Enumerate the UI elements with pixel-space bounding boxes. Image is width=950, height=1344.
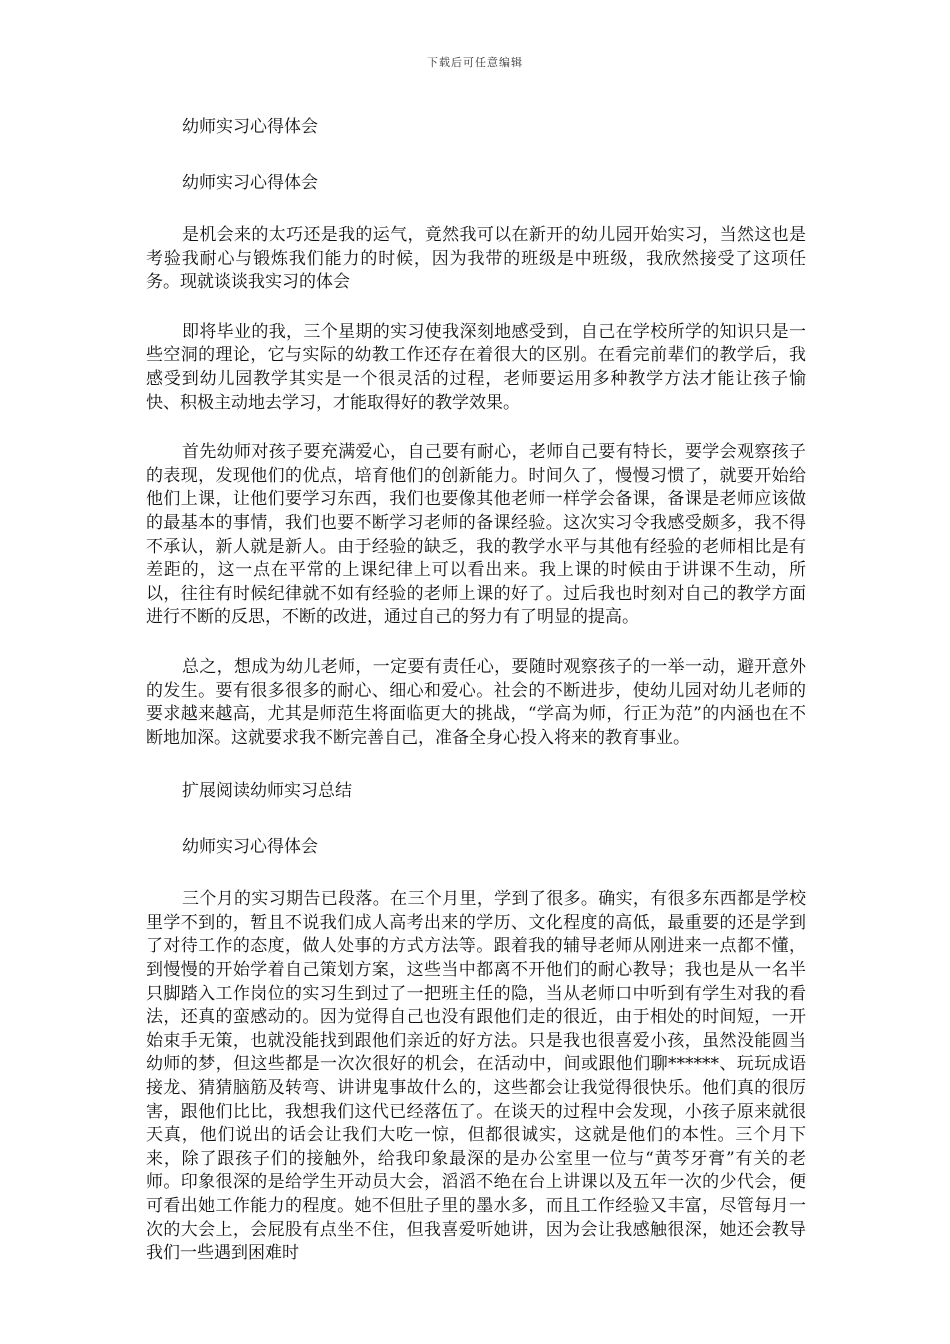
doc-title: 幼师实习心得体会 (182, 117, 318, 137)
document-body (146, 112, 806, 1266)
section-subheading: 幼师实习心得体会 (182, 837, 318, 858)
paragraph-3: 首先幼师对孩子要充满爱心，自己要有耐心，老师自己要有特长，要学会观察孩子的表现，发现他们的优点，培育他们的创新能力。时间久了，慢慢习惯了，就要开始给他们上课，让他们要学习东西，我们也要像其他老师一样学会备课，备课是老师应该做的最基本的事情，我们也要不断学习老师的备课经验。这次实习令我感受颇多，我不得不承认，新人就是新人。由于经验的缺乏，我的教学水平与其他有经验的老师相比是有差距的，这一点在平常的上课纪律上可以看出来。我上课的时候由于讲课不生动，所以，往往有时候纪律就不如有经验的老师上课的好了。过后我也时刻对自己的教学方面进行不断的反思，不断的改进，通过自己的努力有了明显的提高。 (146, 442, 806, 628)
header-note: 下载后可任意编辑 (427, 56, 523, 69)
doc-subtitle: 幼师实习心得体会 (182, 173, 318, 193)
paragraph-2: 即将毕业的我，三个星期的实习使我深刻地感受到，自己在学校所学的知识只是一些空洞的理论，它与实际的幼教工作还存在着很大的区别。在看完前辈们的教学后，我感受到幼儿园教学其实是一个很灵活的过程，老师要运用多种教学方法才能让孩子愉快、积极主动地去学习，才能取得好的教学效果。 (146, 321, 806, 413)
section-heading-extended: 扩展阅读幼师实习总结 (182, 781, 352, 802)
paragraph-4: 总之，想成为幼儿老师，一定要有责任心，要随时观察孩子的一举一动，避开意外的发生。要有很多很多的耐心、细心和爱心。社会的不断进步，使幼儿园对幼儿老师的要求越来越高，尤其是师范生将面临更大的挑战，“学高为师，行正为范”的内涵也在不断地加深。这就要求我不断完善自己，准备全身心投入将来的教育事业。 (146, 656, 806, 748)
paragraph-5: 三个月的实习期告已段落。在三个月里，学到了很多。确实，有很多东西都是学校里学不到的，暂且不说我们成人高考出来的学历、文化程度的高低，最重要的还是学到了对待工作的态度，做人处事的方式方法等。跟着我的辅导老师从刚进来一点都不懂，到慢慢的开始学着自己策划方案，这些当中都离不开他们的耐心教导；我也是从一名半只脚踏入工作岗位的实习生到过了一把班主任的隐，当从老师口中听到有学生对我的看法，还真的蛮感动的。因为觉得自己也没有跟他们走的很近，由于相处的时间短，一开始束手无策，也就没能找到跟他们亲近的好方法。只是我也很喜爱小孩，虽然没能圆当幼师的梦，但这些都是一次次很好的机会，在活动中，间或跟他们聊******、玩玩成语接龙、猜猜脑筋及转弯、讲讲鬼事故什么的，这些都会让我觉得很快乐。他们真的很厉害，跟他们比比，我想我们这代已经落伍了。在谈天的过程中会发现，小孩子原来就很天真，他们说出的话会让我们大吃一惊，但都很诚实，这就是他们的本性。三个月下来，除了跟孩子们的接触外，给我印象最深的是办公室里一位与“黄芩牙膏”有关的老师。印象很深的是给学生开动员大会，滔滔不绝在台上讲课以及五年一次的少代会，便可看出她工作能力的程度。她不但肚子里的墨水多，而且工作经验又丰富，尽管每月一次的大会上，会屁股有点坐不住，但我喜爱听她讲，因为会让我感触很深，她还会教导我们一些遇到困难时 (146, 889, 806, 1264)
paragraph-1: 是机会来的太巧还是我的运气，竟然我可以在新开的幼儿园开始实习，当然这也是考验我耐心与锻炼我们能力的时候，因为我带的班级是中班级，我欣然接受了这项任务。现就谈谈我实习的体会 (146, 225, 806, 293)
